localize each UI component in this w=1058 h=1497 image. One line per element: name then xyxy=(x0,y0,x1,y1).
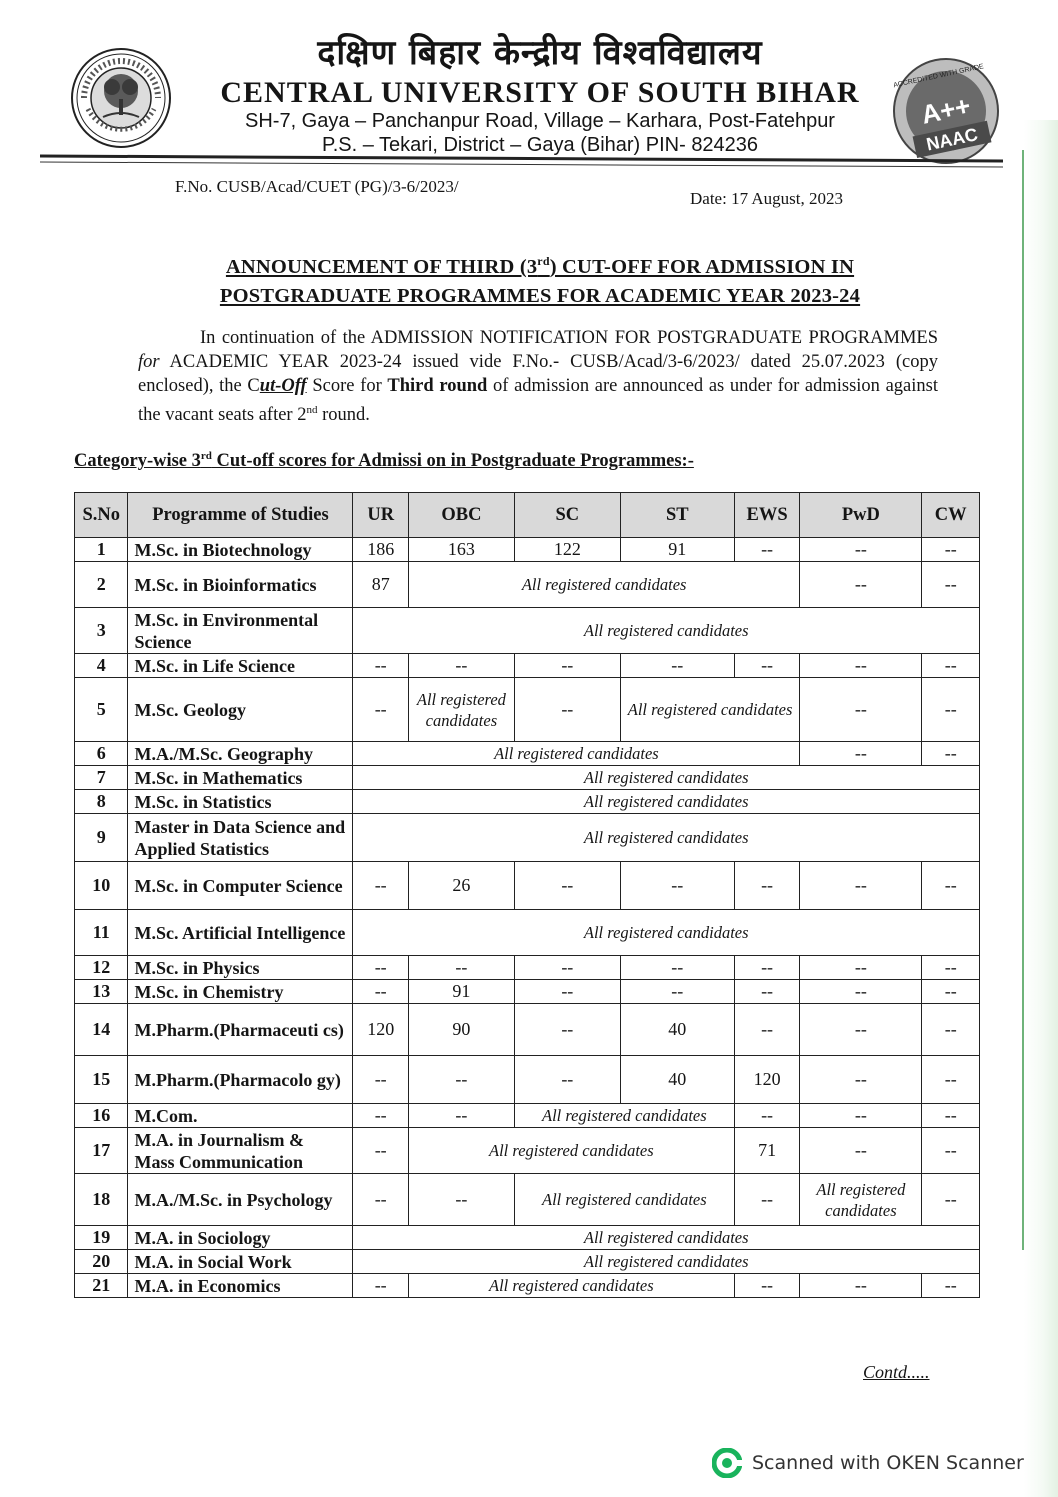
cell-programme: M.Sc. in Life Science xyxy=(128,654,353,678)
cell-obc: -- xyxy=(408,1104,514,1128)
cell-ur: -- xyxy=(353,980,408,1004)
cell-ews: -- xyxy=(734,1004,800,1056)
cell-all-registered: All registered candidates xyxy=(800,1174,922,1226)
table-row xyxy=(75,1274,980,1298)
cell-st: -- xyxy=(620,980,734,1004)
scanner-text: Scanned with OKEN Scanner xyxy=(752,1452,1024,1474)
cell-ur: -- xyxy=(353,1274,408,1298)
naac-grade: A++ xyxy=(918,90,973,130)
page-edge-shadow xyxy=(1024,120,1058,1497)
cell-programme: Master in Data Science and Applied Statistics xyxy=(128,814,353,862)
cell-programme: M.A./M.Sc. in Psychology xyxy=(128,1174,353,1226)
cell-sno: 3 xyxy=(75,608,128,654)
table-row xyxy=(75,1226,980,1250)
header-sno: S.No xyxy=(75,493,128,538)
cell-ews: -- xyxy=(734,862,800,910)
cell-programme: M.Sc. in Physics xyxy=(128,956,353,980)
cell-sno: 14 xyxy=(75,1004,128,1056)
table-row xyxy=(75,910,980,956)
table-row xyxy=(75,654,980,678)
cell-pwd: -- xyxy=(800,1056,922,1104)
cell-ews: -- xyxy=(734,1174,800,1226)
cell-programme: M.Sc. in Environmental Science xyxy=(128,608,353,654)
cell-programme: M.Com. xyxy=(128,1104,353,1128)
cell-cw: -- xyxy=(922,1004,980,1056)
cell-ews: -- xyxy=(734,654,800,678)
cell-st: -- xyxy=(620,862,734,910)
cell-sno: 7 xyxy=(75,766,128,790)
cell-sno: 18 xyxy=(75,1174,128,1226)
cell-all-registered: All registered candidates xyxy=(353,1250,980,1274)
table-row xyxy=(75,1056,980,1104)
university-name-english: CENTRAL UNIVERSITY OF SOUTH BIHAR xyxy=(220,76,860,109)
cell-pwd: -- xyxy=(800,980,922,1004)
cell-st: 91 xyxy=(620,538,734,562)
table-row xyxy=(75,742,980,766)
cell-sno: 21 xyxy=(75,1274,128,1298)
cell-cw: -- xyxy=(922,956,980,980)
cell-obc: -- xyxy=(408,956,514,980)
cell-obc: -- xyxy=(408,654,514,678)
announcement-title xyxy=(140,247,940,311)
cell-all-registered: All registered candidates xyxy=(353,766,980,790)
header-obc: OBC xyxy=(408,493,514,538)
table-row xyxy=(75,814,980,862)
cell-cw: -- xyxy=(922,678,980,742)
header-cw: CW xyxy=(922,493,980,538)
cell-sno: 6 xyxy=(75,742,128,766)
cell-cw: -- xyxy=(922,980,980,1004)
cell-sno: 15 xyxy=(75,1056,128,1104)
para-part-4: of admission are announced as under for admission against the vacant seats after 2 xyxy=(138,376,938,426)
cell-pwd: -- xyxy=(800,1274,922,1298)
cell-sno: 1 xyxy=(75,538,128,562)
table-row xyxy=(75,766,980,790)
title-line2: POSTGRADUATE PROGRAMMES FOR ACADEMIC YEAR 2023-24 xyxy=(219,284,861,307)
naac-badge-icon xyxy=(890,55,1002,167)
cell-pwd: -- xyxy=(800,654,922,678)
cell-st: -- xyxy=(620,956,734,980)
cell-sc: -- xyxy=(514,1056,620,1104)
cell-programme: M.Sc. in Biotechnology xyxy=(128,538,353,562)
address-line-2: P.S. – Tekari, District – Gaya (Bihar) PIN- 824236 xyxy=(321,134,759,156)
cell-pwd: -- xyxy=(800,862,922,910)
cell-all-registered: All registered candidates xyxy=(353,1226,980,1250)
scanner-watermark xyxy=(712,1448,1024,1478)
subtitle-post: Cut-off scores for Admissi on in Postgraduate Programmes:- xyxy=(211,451,694,472)
cell-obc: -- xyxy=(408,1174,514,1226)
cell-sno: 11 xyxy=(75,910,128,956)
page-edge-line xyxy=(1022,150,1024,1250)
para-for: for xyxy=(138,352,160,372)
cell-sno: 20 xyxy=(75,1250,128,1274)
cell-sc: -- xyxy=(514,1004,620,1056)
cell-sc: -- xyxy=(514,980,620,1004)
table-row xyxy=(75,1250,980,1274)
cell-ur: -- xyxy=(353,1128,408,1174)
para-part-5: round. xyxy=(317,405,370,426)
cell-programme: M.Pharm.(Pharmacolo gy) xyxy=(128,1056,353,1104)
table-row xyxy=(75,608,980,654)
table-row xyxy=(75,538,980,562)
cell-programme: M.A. in Economics xyxy=(128,1274,353,1298)
para-cutoff: ut-Off xyxy=(259,376,307,396)
cell-pwd: -- xyxy=(800,1004,922,1056)
cell-all-registered: All registered candidates xyxy=(353,742,800,766)
table-row xyxy=(75,1174,980,1226)
cutoff-table xyxy=(74,492,980,1298)
cell-obc: -- xyxy=(408,1056,514,1104)
table-row xyxy=(75,562,980,608)
cell-all-registered: All registered candidates xyxy=(408,1274,734,1298)
table-subtitle xyxy=(74,450,694,472)
cell-sno: 12 xyxy=(75,956,128,980)
cell-programme: M.Sc. in Mathematics xyxy=(128,766,353,790)
cell-programme: M.A./M.Sc. Geography xyxy=(128,742,353,766)
header-pwd: PwD xyxy=(800,493,922,538)
header-ews: EWS xyxy=(734,493,800,538)
cell-ur: -- xyxy=(353,1056,408,1104)
continued-note: Contd..... xyxy=(863,1362,930,1382)
cell-sno: 8 xyxy=(75,790,128,814)
cell-pwd: -- xyxy=(800,538,922,562)
cell-ews: -- xyxy=(734,1274,800,1298)
cell-sno: 2 xyxy=(75,562,128,608)
cell-sno: 17 xyxy=(75,1128,128,1174)
table-row xyxy=(75,678,980,742)
cell-sc: -- xyxy=(514,654,620,678)
para-part-2: ACADEMIC YEAR 2023-24 issued vide F.No.- CUSB/Acad/3-6/2023/ dated 25.07.2023 (copy enclosed), the C xyxy=(138,352,938,396)
cell-sno: 5 xyxy=(75,678,128,742)
oken-scanner-logo-icon xyxy=(712,1448,742,1478)
cell-sno: 19 xyxy=(75,1226,128,1250)
cell-cw: -- xyxy=(922,862,980,910)
header-sc: SC xyxy=(514,493,620,538)
cell-all-registered: All registered candidates xyxy=(353,814,980,862)
table-row xyxy=(75,862,980,910)
table-row xyxy=(75,956,980,980)
subtitle-pre: Category-wise 3 xyxy=(74,451,201,472)
cell-sc: 122 xyxy=(514,538,620,562)
cell-obc: 163 xyxy=(408,538,514,562)
cell-ews: -- xyxy=(734,1104,800,1128)
cell-cw: -- xyxy=(922,742,980,766)
cell-pwd: -- xyxy=(800,1128,922,1174)
cell-ur: -- xyxy=(353,1174,408,1226)
cell-ur: -- xyxy=(353,678,408,742)
address-line-1: SH-7, Gaya – Panchanpur Road, Village – Karhara, Post-Fatehpur xyxy=(245,110,835,132)
cell-programme: M.Sc. Artificial Intelligence xyxy=(128,910,353,956)
cell-pwd: -- xyxy=(800,562,922,608)
cell-programme: M.Sc. in Statistics xyxy=(128,790,353,814)
university-seal-logo xyxy=(70,47,172,149)
cell-all-registered: All registered candidates xyxy=(408,562,799,608)
table-row xyxy=(75,1104,980,1128)
table-header-row xyxy=(75,493,980,538)
cell-ews: -- xyxy=(734,538,800,562)
cell-ur: 120 xyxy=(353,1004,408,1056)
table-row xyxy=(75,980,980,1004)
cell-sno: 9 xyxy=(75,814,128,862)
cell-obc: 91 xyxy=(408,980,514,1004)
cell-pwd: -- xyxy=(800,742,922,766)
cell-sc: -- xyxy=(514,862,620,910)
cell-programme: M.A. in Social Work xyxy=(128,1250,353,1274)
cell-cw: -- xyxy=(922,1274,980,1298)
cell-all-registered: All registered candidates xyxy=(514,1174,734,1226)
cell-programme: M.Pharm.(Pharmaceuti cs) xyxy=(128,1004,353,1056)
cell-all-registered: All registered candidates xyxy=(514,1104,734,1128)
cell-cw: -- xyxy=(922,562,980,608)
cell-sc: -- xyxy=(514,956,620,980)
cell-cw: -- xyxy=(922,654,980,678)
cell-pwd: -- xyxy=(800,1104,922,1128)
header-ur: UR xyxy=(353,493,408,538)
cell-st: -- xyxy=(620,654,734,678)
cell-programme: M.Sc. Geology xyxy=(128,678,353,742)
cell-pwd: -- xyxy=(800,956,922,980)
cell-pwd: -- xyxy=(800,678,922,742)
cell-all-registered: All registered candidates xyxy=(353,910,980,956)
cell-all-registered: All registered candidates xyxy=(408,678,514,742)
cell-cw: -- xyxy=(922,538,980,562)
table-row xyxy=(75,1128,980,1174)
cell-programme: M.Sc. in Bioinformatics xyxy=(128,562,353,608)
header-rule-thin xyxy=(40,161,1003,167)
cell-all-registered: All registered candidates xyxy=(620,678,800,742)
para-third-round: Third round xyxy=(387,376,488,396)
title-line1-post: ) CUT-OFF FOR ADMISSION IN xyxy=(549,255,855,278)
file-number: F.No. CUSB/Acad/CUET (PG)/3-6/2023/ xyxy=(175,177,459,196)
cell-programme: M.A. in Sociology xyxy=(128,1226,353,1250)
header-programme: Programme of Studies xyxy=(128,493,353,538)
cell-sno: 4 xyxy=(75,654,128,678)
cell-ews: 120 xyxy=(734,1056,800,1104)
title-sup: rd xyxy=(537,254,550,268)
para-sup: nd xyxy=(306,404,318,416)
cell-sc: -- xyxy=(514,678,620,742)
cell-cw: -- xyxy=(922,1174,980,1226)
cell-all-registered: All registered candidates xyxy=(353,608,980,654)
para-part-3: Score for xyxy=(306,376,388,396)
cell-obc: 26 xyxy=(408,862,514,910)
cell-ur: -- xyxy=(353,956,408,980)
header-st: ST xyxy=(620,493,734,538)
cell-ur: -- xyxy=(353,654,408,678)
cell-st: 40 xyxy=(620,1056,734,1104)
cell-programme: M.Sc. in Chemistry xyxy=(128,980,353,1004)
cell-programme: M.Sc. in Computer Science xyxy=(128,862,353,910)
cell-all-registered: All registered candidates xyxy=(408,1128,734,1174)
cell-sno: 10 xyxy=(75,862,128,910)
cell-obc: 90 xyxy=(408,1004,514,1056)
cell-cw: -- xyxy=(922,1056,980,1104)
cell-ur: -- xyxy=(353,862,408,910)
cell-cw: -- xyxy=(922,1104,980,1128)
intro-paragraph xyxy=(138,326,938,427)
document-date: Date: 17 August, 2023 xyxy=(690,189,843,208)
cell-ur: 87 xyxy=(353,562,408,608)
cell-ur: -- xyxy=(353,1104,408,1128)
cell-sno: 16 xyxy=(75,1104,128,1128)
cell-all-registered: All registered candidates xyxy=(353,790,980,814)
naac-ring-text: ACCREDITED WITH GRADE xyxy=(892,63,985,90)
cell-ur: 186 xyxy=(353,538,408,562)
cell-sno: 13 xyxy=(75,980,128,1004)
title-line1-pre: ANNOUNCEMENT OF THIRD (3 xyxy=(225,255,538,278)
cell-ews: -- xyxy=(734,956,800,980)
cell-ews: -- xyxy=(734,980,800,1004)
cell-programme: M.A. in Journalism & Mass Communication xyxy=(128,1128,353,1174)
cell-cw: -- xyxy=(922,1128,980,1174)
para-part-1: In continuation of the ADMISSION NOTIFICATION FOR POSTGRADUATE PROGRAMMES xyxy=(200,328,938,348)
cell-st: 40 xyxy=(620,1004,734,1056)
naac-label: NAAC xyxy=(924,124,980,155)
subtitle-sup: rd xyxy=(200,450,212,462)
university-name-hindi: दक्षिण बिहार केन्द्रीय विश्वविद्यालय xyxy=(317,33,763,73)
cell-ews: 71 xyxy=(734,1128,800,1174)
table-row xyxy=(75,1004,980,1056)
table-row xyxy=(75,790,980,814)
